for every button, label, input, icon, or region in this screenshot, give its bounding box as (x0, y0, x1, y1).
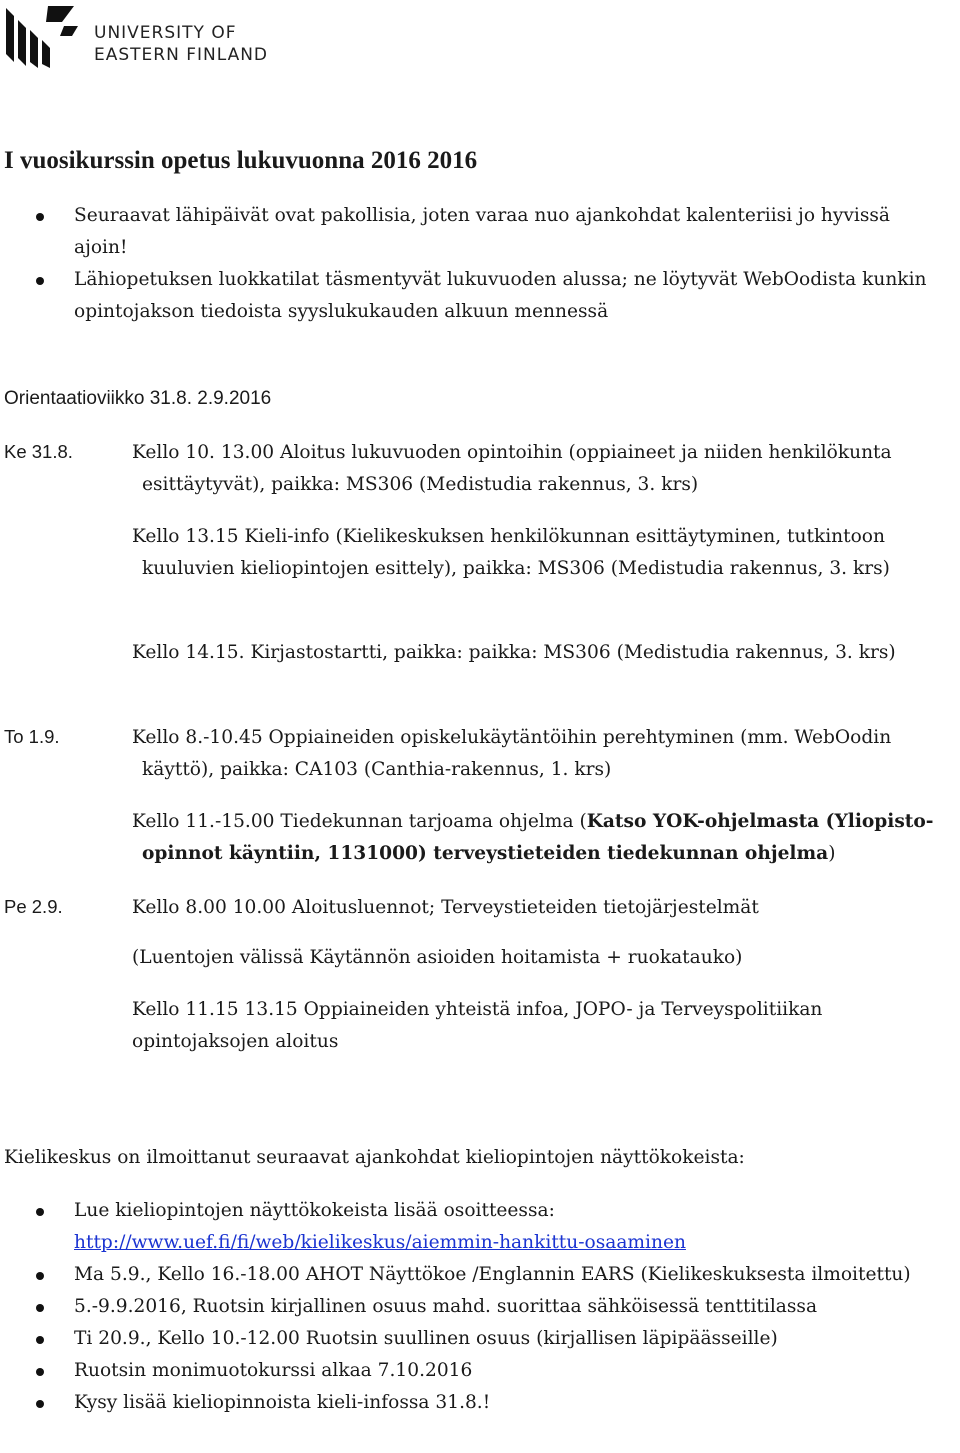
event-break-note: (Luentojen välissä Käytännön asioiden hoitamista + ruokatauko) (132, 947, 743, 968)
intro-list (0, 200, 936, 328)
event-opening-lectures: Kello 8.00 10.00 Aloitusluennot; Terveystieteiden tietojärjestelmät (132, 897, 759, 918)
bullet-icon (36, 1336, 44, 1344)
day-label-fri: Pe 2.9. (4, 896, 63, 917)
event-language-info: Kello 13.15 Kieli-info (Kielikeskuksen henkilökunnan esittäytyminen, tutkintoon kuuluvien kieliopintojen esittely), paikka: MS306 (Medistudia rakennus, 3. krs) (132, 526, 890, 579)
list-item: Ruotsin monimuotokurssi alkaa 7.10.2016 (0, 1355, 936, 1387)
event-library-start: Kello 14.15. Kirjastostartti, paikka: paikka: MS306 (Medistudia rakennus, 3. krs) (132, 642, 896, 663)
event-opening: Kello 10. 13.00 Aloitus lukuvuoden opintoihin (oppiaineet ja niiden henkilökunta esittäytyvät), paikka: MS306 (Medistudia rakennus, 3. krs) (132, 442, 892, 495)
logo-line-2: EASTERN FINLAND (94, 45, 269, 65)
list-item: Lähiopetuksen luokkatilat täsmentyvät lukuvuoden alussa; ne löytyvät WebOodista kunkin opintojakson tiedoista syyslukukauden alkuun mennessä (0, 264, 936, 328)
language-list (0, 1195, 936, 1419)
university-logo (0, 0, 300, 80)
orientation-heading: Orientaatioviikko 31.8. 2.9.2016 (4, 388, 272, 409)
bullet-icon (36, 1272, 44, 1280)
bullet-icon (36, 277, 44, 285)
bullet-icon (36, 1304, 44, 1312)
info-link[interactable]: http://www.uef.fi/fi/web/kielikeskus/aiemmin-hankittu-osaaminen (74, 1232, 686, 1253)
bullet-icon (36, 1208, 44, 1216)
event-joint-info: Kello 11.15 13.15 Oppiaineiden yhteistä infoa, JOPO- ja Terveyspolitiikan opintojaksojen aloitus (132, 999, 823, 1052)
list-item: Ma 5.9., Kello 16.-18.00 AHOT Näyttökoe /Englannin EARS (Kielikeskuksesta ilmoitettu) (0, 1259, 936, 1291)
language-intro: Kielikeskus on ilmoittanut seuraavat ajankohdat kieliopintojen näyttökokeista: (4, 1147, 745, 1168)
list-item: Seuraavat lähipäivät ovat pakollisia, joten varaa nuo ajankohdat kalenteriisi jo hyvissä ajoin! (0, 200, 936, 264)
bullet-icon (36, 213, 44, 221)
logo-line-1: UNIVERSITY OF (94, 23, 237, 43)
event-study-practices: Kello 8.-10.45 Oppiaineiden opiskelukäytäntöihin perehtyminen (mm. WebOodin käyttö), paikka: CA103 (Canthia-rakennus, 1. krs) (132, 727, 892, 780)
list-item: Lue kieliopintojen näyttökokeista lisää osoitteessa: http://www.uef.fi/fi/web/kielikeskus/aiemmin-hankittu-osaaminen (0, 1195, 936, 1259)
bullet-icon (36, 1400, 44, 1408)
list-item: 5.-9.9.2016, Ruotsin kirjallinen osuus mahd. suorittaa sähköisessä tenttitilassa (0, 1291, 936, 1323)
event-faculty-program: Kello 11.-15.00 Tiedekunnan tarjoama ohjelma (Katso YOK-ohjelmasta (Yliopisto-opinnot käyntiin, 1131000) terveystieteiden tiedekunnan ohjelma) (132, 811, 934, 864)
list-item: Ti 20.9., Kello 10.-12.00 Ruotsin suullinen osuus (kirjallisen läpipäässeille) (0, 1323, 936, 1355)
day-label-thu: To 1.9. (4, 726, 60, 747)
page-title: I vuosikurssin opetus lukuvuonna 2016 2016 (4, 147, 478, 174)
bullet-icon (36, 1368, 44, 1376)
uef-emblem-icon (2, 2, 82, 70)
day-label-wed: Ke 31.8. (4, 441, 73, 462)
list-item: Kysy lisää kieliopinnoista kieli-infossa 31.8.! (0, 1387, 936, 1419)
logo-wordmark (94, 22, 294, 66)
